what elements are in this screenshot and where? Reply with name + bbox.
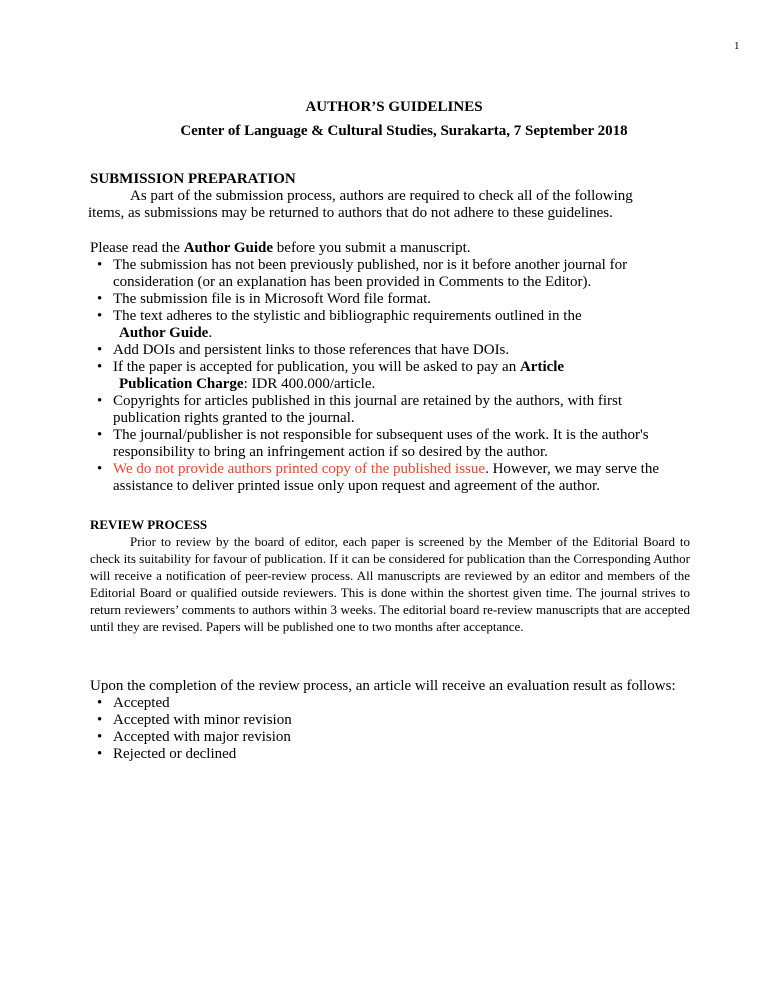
- list-item: • The submission file is in Microsoft Word file format.: [90, 291, 690, 308]
- result-intro: Upon the completion of the review process, an article will receive an evaluation result as follows:: [90, 678, 676, 694]
- list-item: • Accepted: [90, 695, 690, 712]
- review-heading: REVIEW PROCESS: [90, 517, 208, 532]
- list-item: • If the paper is accepted for publication, you will be asked to pay an Article Publication Charge: IDR 400.000/article.: [90, 359, 690, 393]
- document-header: [0, 95, 768, 143]
- author-guide-link: Author Guide: [183, 240, 274, 256]
- read-prefix: Please read the: [90, 240, 184, 256]
- result-list: [90, 695, 690, 763]
- document-subtitle: Center of Language & Cultural Studies, Surakarta, 7 September 2018: [180, 123, 628, 139]
- document-title: AUTHOR’S GUIDELINES: [305, 99, 483, 115]
- list-item: • Copyrights for articles published in this journal are retained by the authors, with first publication rights granted to the journal.: [90, 393, 690, 427]
- submission-heading: SUBMISSION PREPARATION: [90, 171, 296, 187]
- list-item: • Accepted with major revision: [90, 729, 690, 746]
- page-number: 1: [734, 40, 740, 52]
- list-item: • We do not provide authors printed copy of the published issue. However, we may serve the assistance to deliver printed issue only upon request and agreement of the author.: [90, 461, 690, 495]
- result-section: [90, 678, 690, 763]
- read-suffix: before you submit a manuscript.: [273, 240, 471, 256]
- list-item: • Add DOIs and persistent links to those references that have DOIs.: [90, 342, 690, 359]
- review-paragraph: Prior to review by the board of editor, each paper is screened by the Member of the Editorial Board to check its suitability for favour of publication. If it can be considered for publication than the Corresponding Author will receive a notification of peer-review process. All manuscripts are reviewed by an editor and members of the Editorial Board or qualified outside reviewers. This is done within the shortest given time. The journal strives to return reviewers’ comments to authors within 3 weeks. The editorial board re-review manuscripts that are accepted until they are revised. Papers will be published one to two months after acceptance.: [90, 534, 690, 634]
- list-item: • Accepted with minor revision: [90, 712, 690, 729]
- list-item: • The journal/publisher is not responsible for subsequent uses of the work. It is the author's responsibility to bring an infringement action if so desired by the author.: [90, 427, 690, 461]
- read-guide-line: [90, 240, 690, 257]
- submission-checklist: [90, 257, 690, 495]
- submission-intro-line1: As part of the submission process, authors are required to check all of the following: [130, 188, 633, 204]
- submission-intro-line2: items, as submissions may be returned to authors that do not adhere to these guidelines.: [88, 205, 613, 221]
- print-notice-highlight: We do not provide authors printed copy of the published issue: [113, 461, 486, 477]
- list-item: • The submission has not been previously published, nor is it before another journal for consideration (or an explanation has been provided in Comments to the Editor).: [90, 257, 690, 291]
- submission-section: [90, 171, 690, 495]
- list-item: • Rejected or declined: [90, 746, 690, 763]
- list-item: • The text adheres to the stylistic and bibliographic requirements outlined in the Author Guide.: [90, 308, 690, 342]
- review-section: [90, 516, 690, 635]
